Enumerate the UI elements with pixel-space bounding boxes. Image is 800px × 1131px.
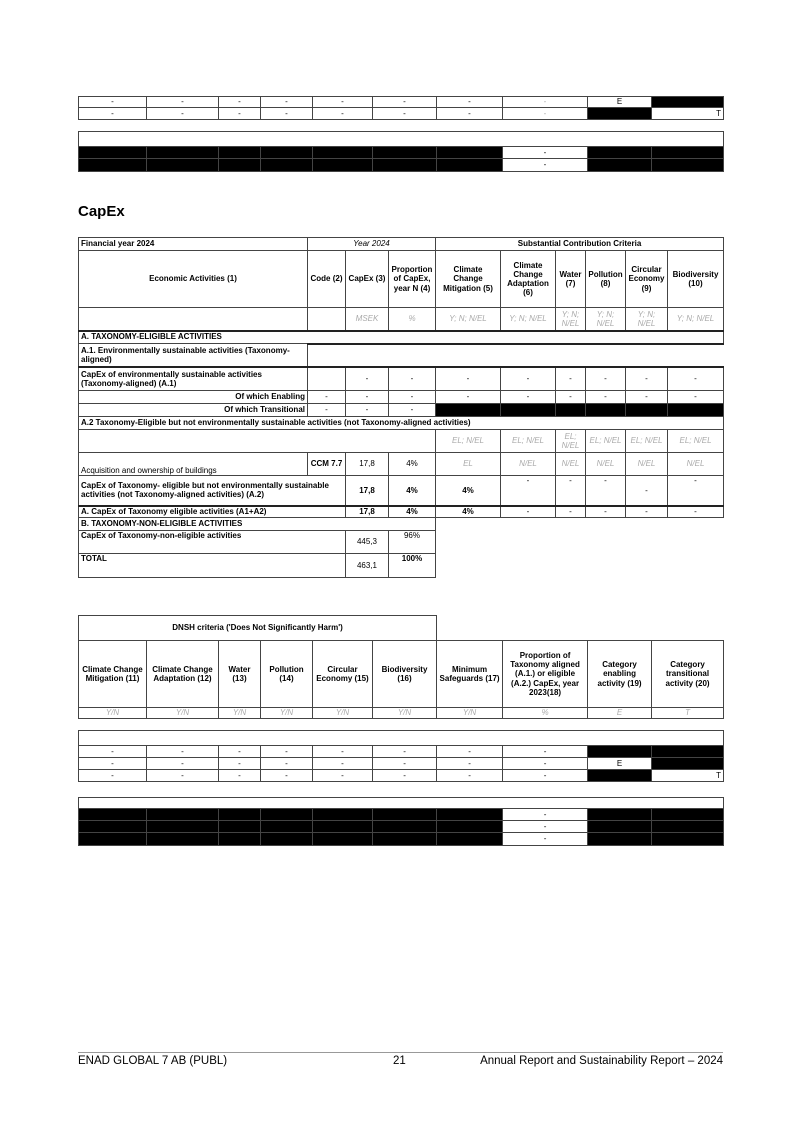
- capex-value: 17,8: [346, 476, 389, 506]
- unit: Y/N: [219, 708, 261, 719]
- cell: -: [308, 404, 346, 417]
- black-cell: [147, 809, 219, 821]
- table-row: [79, 531, 724, 554]
- cell: -: [437, 97, 503, 108]
- black-cell: [313, 833, 373, 846]
- black-cell: [147, 147, 219, 159]
- empty-row: [79, 782, 724, 798]
- cell: -: [147, 108, 219, 120]
- footer-company: ENAD GLOBAL 7 AB (PUBL): [78, 1055, 228, 1067]
- cell: -: [668, 476, 724, 506]
- footer-divider: [78, 1052, 723, 1053]
- black-cell: [313, 147, 373, 159]
- dnsh-header: DNSH criteria ('Does Not Significantly Harm'): [79, 616, 437, 641]
- cell: -: [79, 770, 147, 782]
- table-row: [79, 518, 724, 531]
- cell: -: [503, 746, 588, 758]
- black-cell: [79, 159, 147, 172]
- section-heading: A.2 Taxonomy-Eligible but not environmentally sustainable activities (not Taxonomy-aligned activities): [79, 417, 724, 430]
- column-header: Code (2): [308, 251, 346, 308]
- unit: MSEK: [346, 308, 389, 331]
- unit: %: [389, 308, 436, 331]
- cell: -: [586, 506, 626, 518]
- black-cell: [79, 809, 147, 821]
- black-cell: [313, 821, 373, 833]
- black-cell: [588, 770, 652, 782]
- unit: EL; N/EL: [436, 430, 501, 453]
- black-cell: [626, 404, 668, 417]
- black-cell: [437, 147, 503, 159]
- cell: -: [668, 367, 724, 391]
- row-label: CapEx of Taxonomy- eligible but not environmentally sustainable activities (not Taxonomy-aligned activities) (A.2): [79, 476, 346, 506]
- units-row: [79, 708, 724, 719]
- black-cell: [219, 821, 261, 833]
- cell: [308, 308, 346, 331]
- cell: -: [373, 97, 437, 108]
- capex-value: 17,8: [346, 453, 389, 476]
- cell: -: [313, 746, 373, 758]
- cell: [308, 344, 724, 367]
- cell: -: [373, 770, 437, 782]
- unit: Y; N; N/EL: [626, 308, 668, 331]
- empty-row: [79, 132, 724, 147]
- table-row: [79, 731, 724, 746]
- black-cell: [652, 147, 724, 159]
- table-row: [79, 132, 724, 147]
- cell: -: [437, 746, 503, 758]
- cell: -: [501, 367, 556, 391]
- row-label: A. CapEx of Taxonomy eligible activities (A1+A2): [79, 506, 346, 518]
- column-header: Water (13): [219, 641, 261, 708]
- black-cell: [313, 159, 373, 172]
- column-header: Climate Change Adaptation (12): [147, 641, 219, 708]
- unit: Y; N; N/EL: [668, 308, 724, 331]
- unit: Y; N; N/EL: [556, 308, 586, 331]
- row-label: TOTAL: [79, 554, 346, 578]
- cell: -: [313, 758, 373, 770]
- unit: Y/N: [313, 708, 373, 719]
- cell: -: [501, 506, 556, 518]
- black-cell: [501, 404, 556, 417]
- black-cell: [219, 809, 261, 821]
- row-label: CapEx of environmentally sustainable activities (Taxonomy-aligned) (A.1): [79, 367, 308, 391]
- black-cell: [436, 404, 501, 417]
- column-header: Pollution (8): [586, 251, 626, 308]
- enabling-cell: E: [588, 97, 652, 108]
- column-header: Category enabling activity (19): [588, 641, 652, 708]
- unit: EL; N/EL: [501, 430, 556, 453]
- black-cell: [652, 809, 724, 821]
- black-cell: [147, 159, 219, 172]
- unit: Y/N: [147, 708, 219, 719]
- table-row: [79, 476, 724, 506]
- table-row: [79, 331, 724, 344]
- criteria: N/EL: [556, 453, 586, 476]
- cell: -: [503, 821, 588, 833]
- unit: E: [588, 708, 652, 719]
- black-cell: [588, 833, 652, 846]
- unit: EL; N/EL: [556, 430, 586, 453]
- cell: -: [556, 506, 586, 518]
- black-cell: [261, 159, 313, 172]
- table-row: [79, 417, 724, 430]
- scc-header: Substantial Contribution Criteria: [436, 238, 724, 251]
- cell: -: [219, 97, 261, 108]
- criteria: N/EL: [626, 453, 668, 476]
- cell: -: [436, 391, 501, 404]
- cell: -: [313, 770, 373, 782]
- proportion-value: 96%: [389, 531, 436, 554]
- cell: -: [261, 770, 313, 782]
- transitional-cell: T: [652, 770, 724, 782]
- cell: -: [556, 367, 586, 391]
- black-cell: [588, 746, 652, 758]
- cell: -: [668, 506, 724, 518]
- cell: -: [626, 367, 668, 391]
- black-cell: [652, 821, 724, 833]
- black-cell: [437, 159, 503, 172]
- unit: Y/N: [79, 708, 147, 719]
- cell: -: [219, 746, 261, 758]
- empty-row: [79, 798, 724, 809]
- column-header: Pollution (14): [261, 641, 313, 708]
- cell: -: [373, 108, 437, 120]
- activity-name: Acquisition and ownership of buildings: [79, 453, 308, 476]
- table-row: [79, 430, 724, 453]
- section-heading: A.1. Environmentally sustainable activities (Taxonomy-aligned): [79, 344, 308, 367]
- table-row: [79, 159, 724, 172]
- black-cell: [79, 821, 147, 833]
- table-row: [79, 404, 724, 417]
- page-number: 21: [393, 1055, 406, 1067]
- black-cell: [588, 809, 652, 821]
- cell: -: [308, 391, 346, 404]
- criteria: EL: [436, 453, 501, 476]
- cell: -: [503, 108, 588, 120]
- unit: Y/N: [373, 708, 437, 719]
- table-row: [79, 554, 724, 578]
- footer-report-title: Annual Report and Sustainability Report – 2024: [480, 1055, 723, 1067]
- cell: -: [219, 770, 261, 782]
- black-cell: [652, 159, 724, 172]
- table-row: [79, 97, 724, 108]
- cell: -: [389, 404, 436, 417]
- unit: EL; N/EL: [626, 430, 668, 453]
- black-cell: [437, 809, 503, 821]
- unit: %: [503, 708, 588, 719]
- cell: -: [373, 746, 437, 758]
- table-row: [79, 344, 724, 367]
- cell: -: [503, 159, 588, 172]
- proportion-value: 100%: [389, 554, 436, 578]
- cell: -: [437, 758, 503, 770]
- column-header: Proportion of CapEx, year N (4): [389, 251, 436, 308]
- criteria: N/EL: [501, 453, 556, 476]
- cell: -: [219, 758, 261, 770]
- black-cell: [588, 108, 652, 120]
- row-label: CapEx of Taxonomy-non-eligible activities: [79, 531, 346, 554]
- black-cell: [588, 821, 652, 833]
- table-row: [79, 798, 724, 809]
- cell: -: [556, 476, 586, 506]
- column-header: Circular Economy (9): [626, 251, 668, 308]
- row-label: Of which Enabling: [79, 391, 308, 404]
- cell: -: [626, 476, 668, 506]
- cell: -: [586, 476, 626, 506]
- cell: -: [147, 758, 219, 770]
- cell: -: [668, 391, 724, 404]
- black-cell: [261, 147, 313, 159]
- black-cell: [668, 404, 724, 417]
- black-cell: [261, 809, 313, 821]
- column-header: Biodiversity (10): [668, 251, 724, 308]
- table-row: [79, 746, 724, 758]
- table-row: [79, 367, 724, 391]
- black-cell: [373, 833, 437, 846]
- cell: 4%: [436, 476, 501, 506]
- cell: -: [503, 833, 588, 846]
- cell: -: [79, 758, 147, 770]
- black-cell: [652, 746, 724, 758]
- cell: -: [437, 108, 503, 120]
- table-row: [79, 770, 724, 782]
- cell: -: [503, 809, 588, 821]
- cell: -: [219, 108, 261, 120]
- year-label: Year 2024: [308, 238, 436, 251]
- cell: -: [261, 746, 313, 758]
- column-header: Water (7): [556, 251, 586, 308]
- black-cell: [219, 147, 261, 159]
- header-row: [79, 251, 724, 308]
- black-cell: [652, 758, 724, 770]
- cell: -: [373, 758, 437, 770]
- table-row: [79, 120, 724, 132]
- cell: -: [501, 476, 556, 506]
- table-row: [79, 238, 724, 251]
- dnsh-table-fragment: [78, 96, 724, 172]
- cell: -: [313, 97, 373, 108]
- black-cell: [147, 821, 219, 833]
- cell: -: [79, 746, 147, 758]
- row-label: Of which Transitional: [79, 404, 308, 417]
- cell: -: [586, 367, 626, 391]
- unit: Y; N; N/EL: [501, 308, 556, 331]
- capex-value: 445,3: [346, 531, 389, 554]
- cell: [308, 367, 346, 391]
- column-header: Economic Activities (1): [79, 251, 308, 308]
- cell: -: [437, 770, 503, 782]
- black-cell: [147, 833, 219, 846]
- empty-row: [79, 719, 724, 731]
- transitional-cell: T: [652, 108, 724, 120]
- column-header: Category transitional activity (20): [652, 641, 724, 708]
- cell: -: [346, 391, 389, 404]
- black-cell: [79, 833, 147, 846]
- units-row: [79, 308, 724, 331]
- table-row: [79, 719, 724, 731]
- cell: [436, 518, 724, 531]
- unit: Y/N: [437, 708, 503, 719]
- cell: -: [261, 108, 313, 120]
- capex-value: 463,1: [346, 554, 389, 578]
- cell: -: [389, 391, 436, 404]
- cell: -: [261, 97, 313, 108]
- cell: -: [79, 108, 147, 120]
- unit: Y/N: [261, 708, 313, 719]
- enabling-cell: E: [588, 758, 652, 770]
- cell: -: [147, 97, 219, 108]
- cell: -: [147, 746, 219, 758]
- black-cell: [652, 97, 724, 108]
- criteria: N/EL: [586, 453, 626, 476]
- cell: -: [503, 147, 588, 159]
- activity-code: CCM 7.7: [308, 453, 346, 476]
- unit: EL; N/EL: [586, 430, 626, 453]
- empty-row: [79, 120, 724, 132]
- column-header: Proportion of Taxonomy aligned (A.1.) or eligible (A.2.) CapEx, year 2023(18): [503, 641, 588, 708]
- unit: T: [652, 708, 724, 719]
- black-cell: [437, 821, 503, 833]
- capex-table: [78, 237, 724, 578]
- column-header: Climate Change Mitigation (5): [436, 251, 501, 308]
- cell: 4%: [436, 506, 501, 518]
- capex-value: 17,8: [346, 506, 389, 518]
- cell: -: [147, 770, 219, 782]
- cell: -: [501, 391, 556, 404]
- table-row: [79, 108, 724, 120]
- cell: -: [261, 758, 313, 770]
- cell: -: [503, 758, 588, 770]
- cell: [437, 616, 724, 641]
- cell: -: [313, 108, 373, 120]
- empty-row: [79, 731, 724, 746]
- black-cell: [652, 833, 724, 846]
- black-cell: [79, 147, 147, 159]
- dnsh-table: [78, 615, 724, 846]
- cell: -: [586, 391, 626, 404]
- column-header: Climate Change Adaptation (6): [501, 251, 556, 308]
- header-row: [79, 641, 724, 708]
- black-cell: [313, 809, 373, 821]
- table-row: [79, 758, 724, 770]
- section-title: CapEx: [78, 203, 125, 220]
- financial-year: Financial year 2024: [79, 238, 308, 251]
- black-cell: [586, 404, 626, 417]
- section-heading: A. TAXONOMY-ELIGIBLE ACTIVITIES: [79, 331, 724, 344]
- cell: -: [626, 506, 668, 518]
- activity-row: [79, 453, 724, 476]
- black-cell: [373, 809, 437, 821]
- proportion-value: 4%: [389, 506, 436, 518]
- black-cell: [261, 821, 313, 833]
- table-row: [79, 391, 724, 404]
- column-header: Minimum Safeguards (17): [437, 641, 503, 708]
- cell: [436, 554, 724, 578]
- proportion-value: 4%: [389, 453, 436, 476]
- table-row: [79, 782, 724, 798]
- black-cell: [219, 833, 261, 846]
- cell: -: [389, 367, 436, 391]
- table-row: [79, 147, 724, 159]
- column-header: Biodiversity (16): [373, 641, 437, 708]
- cell: -: [79, 97, 147, 108]
- cell: -: [346, 404, 389, 417]
- proportion-value: 4%: [389, 476, 436, 506]
- black-cell: [588, 147, 652, 159]
- cell: -: [346, 367, 389, 391]
- column-header: CapEx (3): [346, 251, 389, 308]
- black-cell: [588, 159, 652, 172]
- unit: Y; N; N/EL: [586, 308, 626, 331]
- cell: -: [626, 391, 668, 404]
- cell: [79, 430, 436, 453]
- section-heading: B. TAXONOMY-NON-ELIGIBLE ACTIVITIES: [79, 518, 436, 531]
- black-cell: [373, 821, 437, 833]
- table-row: [79, 821, 724, 833]
- table-row: [79, 809, 724, 821]
- black-cell: [261, 833, 313, 846]
- black-cell: [219, 159, 261, 172]
- cell: -: [556, 391, 586, 404]
- black-cell: [373, 159, 437, 172]
- unit: Y; N; N/EL: [436, 308, 501, 331]
- unit: EL; N/EL: [668, 430, 724, 453]
- column-header: Climate Change Mitigation (11): [79, 641, 147, 708]
- criteria: N/EL: [668, 453, 724, 476]
- column-header: Circular Economy (15): [313, 641, 373, 708]
- table-row: [79, 833, 724, 846]
- black-cell: [373, 147, 437, 159]
- cell: [436, 531, 724, 554]
- black-cell: [437, 833, 503, 846]
- cell: -: [436, 367, 501, 391]
- cell: -: [503, 770, 588, 782]
- table-row: [79, 506, 724, 518]
- cell: -: [503, 97, 588, 108]
- table-row: [79, 616, 724, 641]
- cell: [79, 308, 308, 331]
- black-cell: [556, 404, 586, 417]
